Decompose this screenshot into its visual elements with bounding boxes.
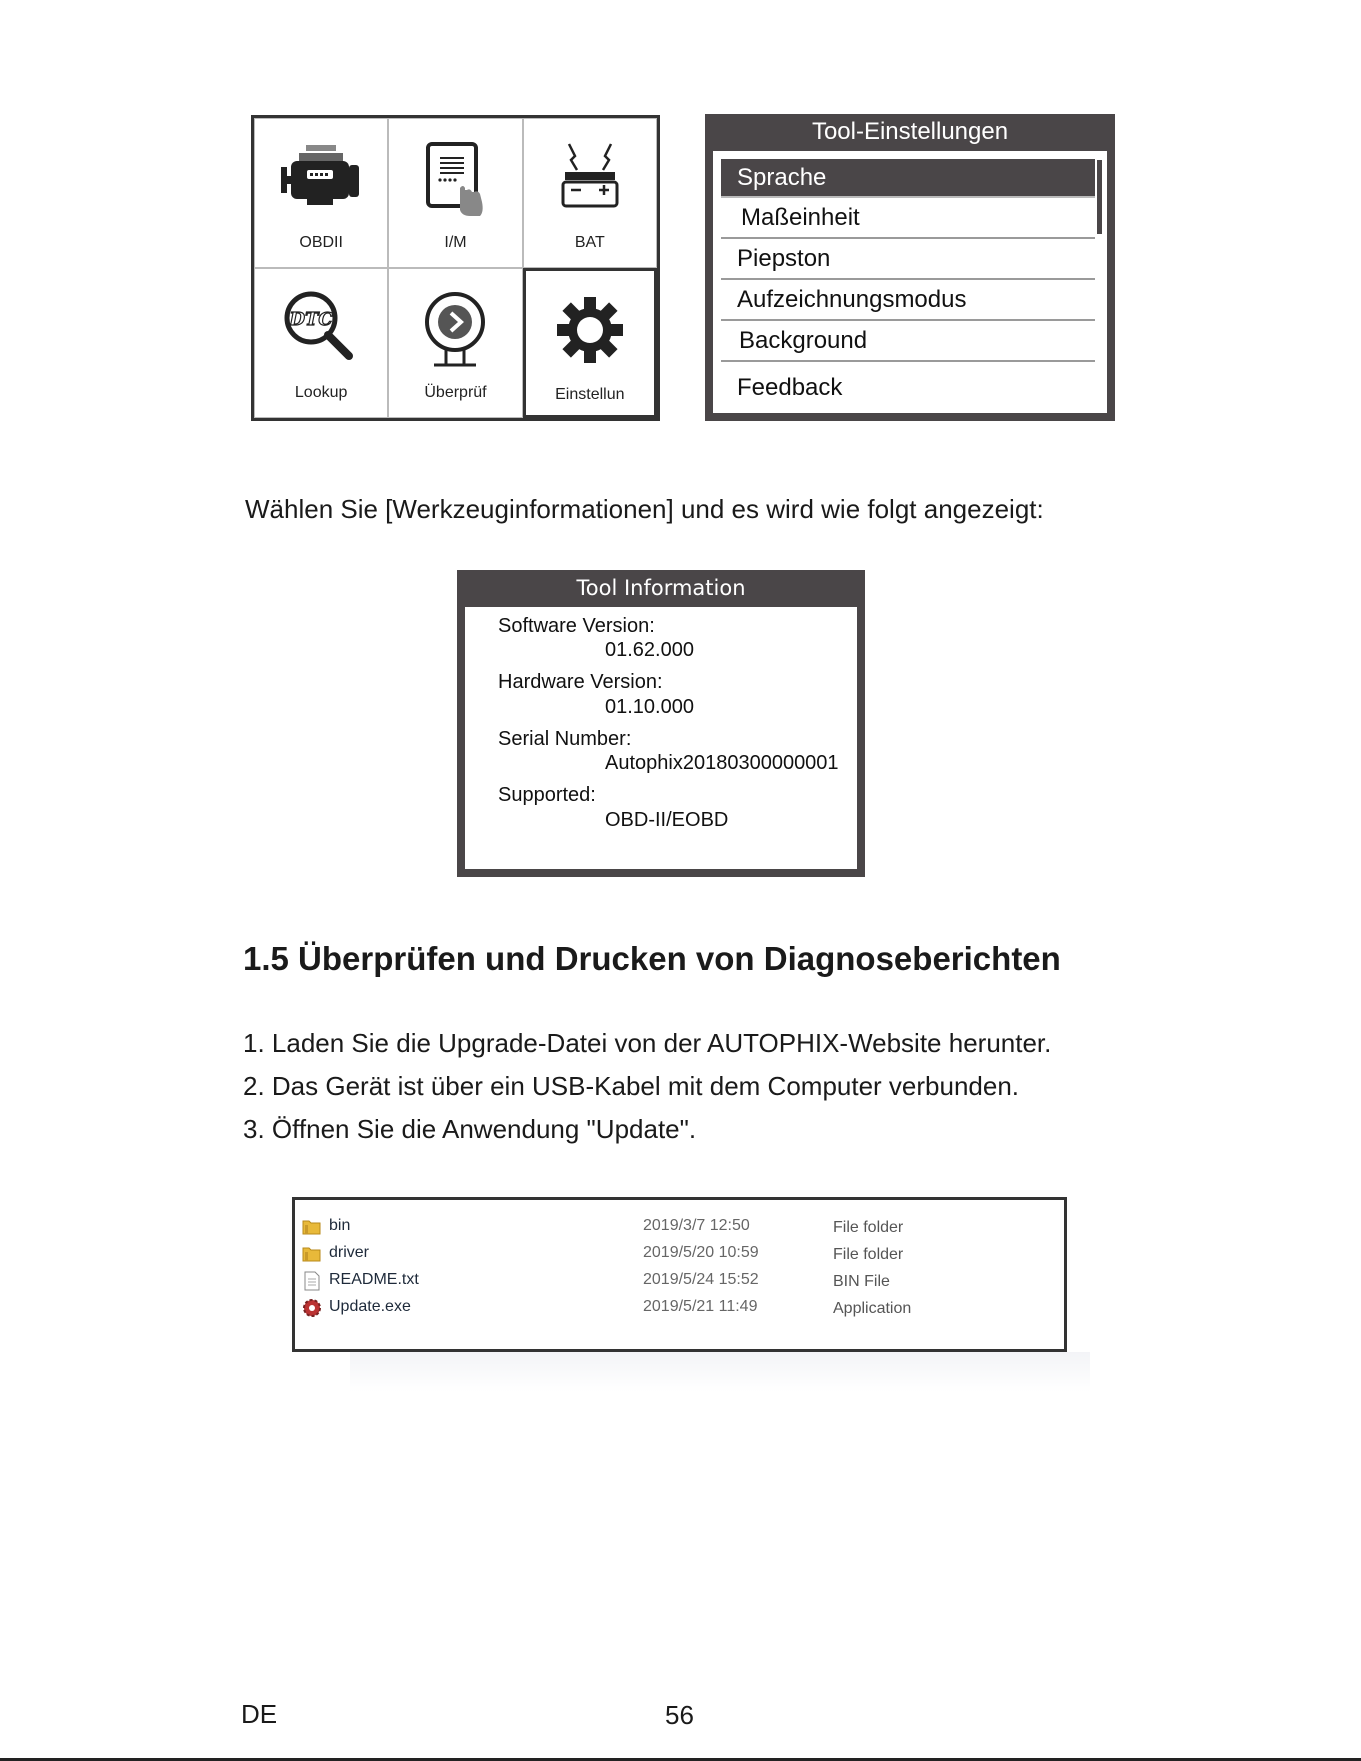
menu-item-label: BAT bbox=[574, 234, 605, 251]
software-version-label: Software Version: bbox=[498, 615, 655, 637]
file-date: 2019/5/24 15:52 bbox=[643, 1271, 759, 1288]
settings-list-container bbox=[713, 151, 1107, 413]
settings-item-language[interactable]: Sprache bbox=[721, 159, 1095, 198]
app-gear-icon bbox=[302, 1298, 322, 1318]
folder-icon bbox=[302, 1244, 322, 1264]
file-row[interactable] bbox=[295, 1269, 1064, 1295]
file-name: README.txt bbox=[329, 1271, 419, 1288]
file-date: 2019/5/21 11:49 bbox=[643, 1298, 758, 1315]
file-row[interactable] bbox=[295, 1215, 1064, 1241]
settings-item-feedback[interactable]: Feedback bbox=[737, 374, 843, 401]
file-type: File folder bbox=[833, 1219, 904, 1236]
menu-item-settings[interactable] bbox=[523, 268, 657, 418]
tool-settings-panel bbox=[705, 114, 1115, 421]
file-list bbox=[292, 1197, 1067, 1352]
menu-item-lookup[interactable] bbox=[254, 268, 388, 418]
software-version-value: 01.62.000 bbox=[605, 639, 694, 661]
settings-list bbox=[721, 159, 1095, 409]
file-name: bin bbox=[329, 1217, 351, 1234]
intro-text: Wählen Sie [Werkzeuginformationen] und es wird wie folgt angezeigt: bbox=[245, 494, 1044, 524]
file-row[interactable] bbox=[295, 1242, 1064, 1268]
step-3: 3. Öffnen Sie die Anwendung "Update". bbox=[243, 1114, 697, 1144]
file-type: BIN File bbox=[833, 1273, 890, 1290]
menu-item-review[interactable] bbox=[388, 268, 522, 418]
serial-number-value: Autophix20180300000001 bbox=[605, 752, 839, 774]
panel-title: Tool-Einstellungen bbox=[811, 118, 1009, 145]
hardware-version-value: 01.10.000 bbox=[605, 696, 694, 718]
step-1: 1. Laden Sie die Upgrade-Datei von der AUTOPHIX-Website herunter. bbox=[243, 1028, 1052, 1058]
supported-value: OBD-II/EOBD bbox=[605, 809, 729, 831]
supported-label: Supported: bbox=[498, 784, 596, 806]
svg-text:DTC: DTC bbox=[289, 309, 333, 330]
settings-item-record-mode[interactable]: Aufzeichnungsmodus bbox=[721, 280, 1095, 321]
file-type: Application bbox=[833, 1300, 912, 1317]
menu-item-bat[interactable] bbox=[523, 118, 657, 268]
folder-icon bbox=[302, 1217, 322, 1237]
tool-info-body bbox=[465, 607, 857, 869]
engine-icon bbox=[276, 133, 366, 223]
menu-item-obdii[interactable] bbox=[254, 118, 388, 268]
main-menu-grid bbox=[251, 115, 660, 421]
file-name: Update.exe bbox=[329, 1298, 411, 1315]
file-name: driver bbox=[329, 1244, 370, 1261]
footer-page-number: 56 bbox=[665, 1700, 694, 1730]
panel-title: Tool Information bbox=[576, 576, 746, 600]
file-list-shadow bbox=[350, 1352, 1090, 1392]
dtc-magnifier-icon bbox=[276, 283, 366, 373]
step-2: 2. Das Gerät ist über ein USB-Kabel mit dem Computer verbunden. bbox=[243, 1071, 1020, 1101]
scrollbar[interactable] bbox=[1097, 160, 1102, 234]
menu-item-label: Einstellun bbox=[555, 386, 625, 403]
gear-icon bbox=[545, 285, 635, 375]
footer-language: DE bbox=[241, 1699, 278, 1729]
file-row[interactable] bbox=[295, 1296, 1064, 1322]
file-type: File folder bbox=[833, 1246, 904, 1263]
hardware-version-label: Hardware Version: bbox=[498, 671, 663, 693]
menu-item-label: Überprüf bbox=[424, 384, 487, 401]
menu-item-label: OBDII bbox=[299, 234, 343, 251]
battery-icon bbox=[545, 133, 635, 223]
tool-information-panel bbox=[457, 570, 865, 877]
menu-item-im[interactable] bbox=[388, 118, 522, 268]
file-date: 2019/3/7 12:50 bbox=[643, 1217, 750, 1234]
serial-number-label: Serial Number: bbox=[498, 728, 632, 750]
settings-item-beep[interactable]: Piepston bbox=[721, 239, 1095, 280]
settings-item-background[interactable]: Background bbox=[721, 321, 1095, 362]
review-play-icon bbox=[410, 283, 500, 373]
text-file-icon bbox=[302, 1271, 322, 1291]
section-heading: 1.5 Überprüfen und Drucken von Diagnoseberichten bbox=[243, 940, 1061, 977]
tablet-touch-icon bbox=[410, 133, 500, 223]
settings-item-unit[interactable]: Maßeinheit bbox=[721, 198, 1095, 239]
menu-item-label: Lookup bbox=[294, 384, 348, 401]
file-date: 2019/5/20 10:59 bbox=[643, 1244, 759, 1261]
menu-item-label: I/M bbox=[444, 234, 467, 251]
